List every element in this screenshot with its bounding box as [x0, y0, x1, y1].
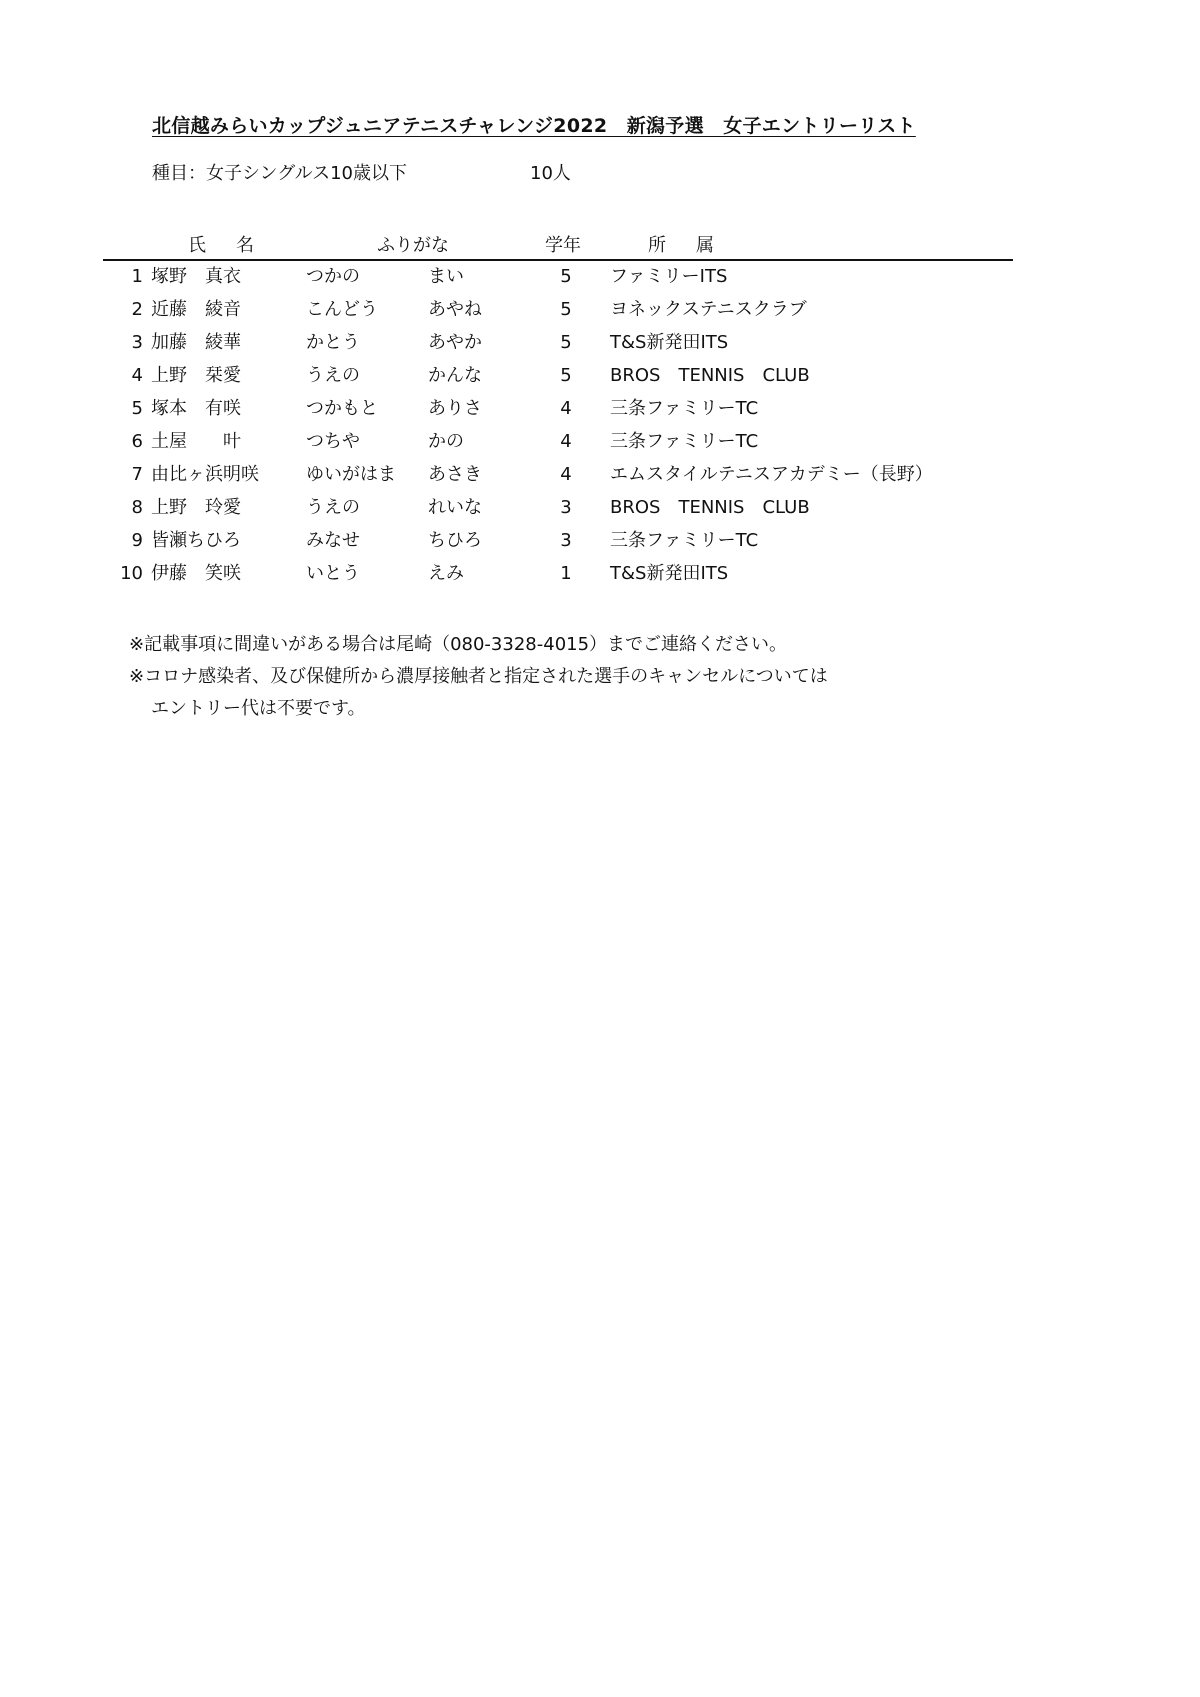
grade: 4 [560, 464, 572, 485]
kana-family: うえの [306, 497, 360, 518]
player-name: 上野 玲愛 [151, 497, 241, 518]
entry-count: 10人 [530, 163, 571, 184]
grade: 1 [560, 563, 572, 584]
table-row [0, 496, 1200, 529]
kana-family: ゆいがはま [306, 464, 396, 485]
grade: 5 [560, 332, 572, 353]
header-affiliation: 所属 [648, 235, 744, 256]
kana-given: あやね [428, 299, 482, 320]
row-number: 4 [131, 365, 143, 386]
player-name: 由比ヶ浜明咲 [151, 464, 259, 485]
note-covid: ※コロナ感染者、及び保健所から濃厚接触者と指定された選手のキャンセルについては [129, 666, 828, 687]
affiliation: T&S新発田ITS [610, 563, 729, 584]
note-covid-continued: エントリー代は不要です。 [151, 698, 366, 719]
kana-family: つかの [306, 266, 360, 287]
affiliation: BROS TENNIS CLUB [610, 497, 810, 518]
kana-family: つちや [306, 431, 360, 452]
player-name: 近藤 綾音 [151, 299, 241, 320]
row-number: 7 [131, 464, 143, 485]
table-row [0, 463, 1200, 496]
notes-section [129, 629, 828, 725]
player-name: 皆瀬ちひろ [151, 530, 241, 551]
grade: 5 [560, 266, 572, 287]
table-row [0, 364, 1200, 397]
player-name: 塚野 真衣 [151, 266, 241, 287]
header-grade: 学年 [545, 235, 581, 256]
table-header [0, 231, 1200, 261]
grade: 3 [560, 497, 572, 518]
grade: 5 [560, 299, 572, 320]
note-contact: ※記載事項に間違いがある場合は尾崎（080-3328-4015）までご連絡ください。 [129, 634, 788, 655]
grade: 5 [560, 365, 572, 386]
grade: 4 [560, 398, 572, 419]
affiliation: 三条ファミリーTC [610, 398, 759, 419]
kana-given: まい [428, 266, 464, 287]
player-name: 伊藤 笑咲 [151, 563, 241, 584]
player-name: 土屋 叶 [151, 431, 241, 452]
affiliation: ヨネックステニスクラブ [610, 299, 807, 320]
table-row [0, 562, 1200, 595]
grade: 3 [560, 530, 572, 551]
player-name: 塚本 有咲 [151, 398, 241, 419]
row-number: 2 [131, 299, 143, 320]
kana-family: みなせ [306, 530, 360, 551]
player-name: 上野 栞愛 [151, 365, 241, 386]
affiliation: 三条ファミリーTC [610, 530, 759, 551]
affiliation: T&S新発田ITS [610, 332, 729, 353]
affiliation: 三条ファミリーTC [610, 431, 759, 452]
header-divider [103, 259, 1013, 261]
table-row [0, 529, 1200, 562]
kana-given: かの [428, 431, 464, 452]
table-row [0, 298, 1200, 331]
kana-given: かんな [428, 365, 482, 386]
player-name: 加藤 綾華 [151, 332, 241, 353]
table-row [0, 265, 1200, 298]
affiliation: ファミリーITS [610, 266, 728, 287]
row-number: 10 [120, 563, 143, 584]
row-number: 3 [131, 332, 143, 353]
kana-family: つかもと [306, 398, 378, 419]
table-row [0, 397, 1200, 430]
table-row [0, 331, 1200, 364]
kana-family: うえの [306, 365, 360, 386]
row-number: 5 [131, 398, 143, 419]
kana-family: いとう [306, 563, 360, 584]
entry-table [0, 265, 1200, 595]
row-number: 6 [131, 431, 143, 452]
header-name: 氏名 [188, 235, 284, 256]
kana-family: こんどう [306, 299, 378, 320]
header-kana: ふりがな [377, 235, 449, 256]
kana-given: ちひろ [428, 530, 482, 551]
event-label: 種目：女子シングルス10歳以下 [152, 163, 408, 184]
affiliation: BROS TENNIS CLUB [610, 365, 810, 386]
row-number: 1 [131, 266, 143, 287]
kana-given: ありさ [428, 398, 482, 419]
row-number: 9 [131, 530, 143, 551]
kana-given: あやか [428, 332, 482, 353]
kana-family: かとう [306, 332, 360, 353]
row-number: 8 [131, 497, 143, 518]
kana-given: えみ [428, 563, 464, 584]
kana-given: れいな [428, 497, 482, 518]
grade: 4 [560, 431, 572, 452]
affiliation: エムスタイルテニスアカデミー（長野） [610, 464, 933, 485]
kana-given: あさき [428, 464, 482, 485]
document-title: 北信越みらいカップジュニアテニスチャレンジ2022 新潟予選 女子エントリーリスト [152, 115, 916, 137]
table-row [0, 430, 1200, 463]
